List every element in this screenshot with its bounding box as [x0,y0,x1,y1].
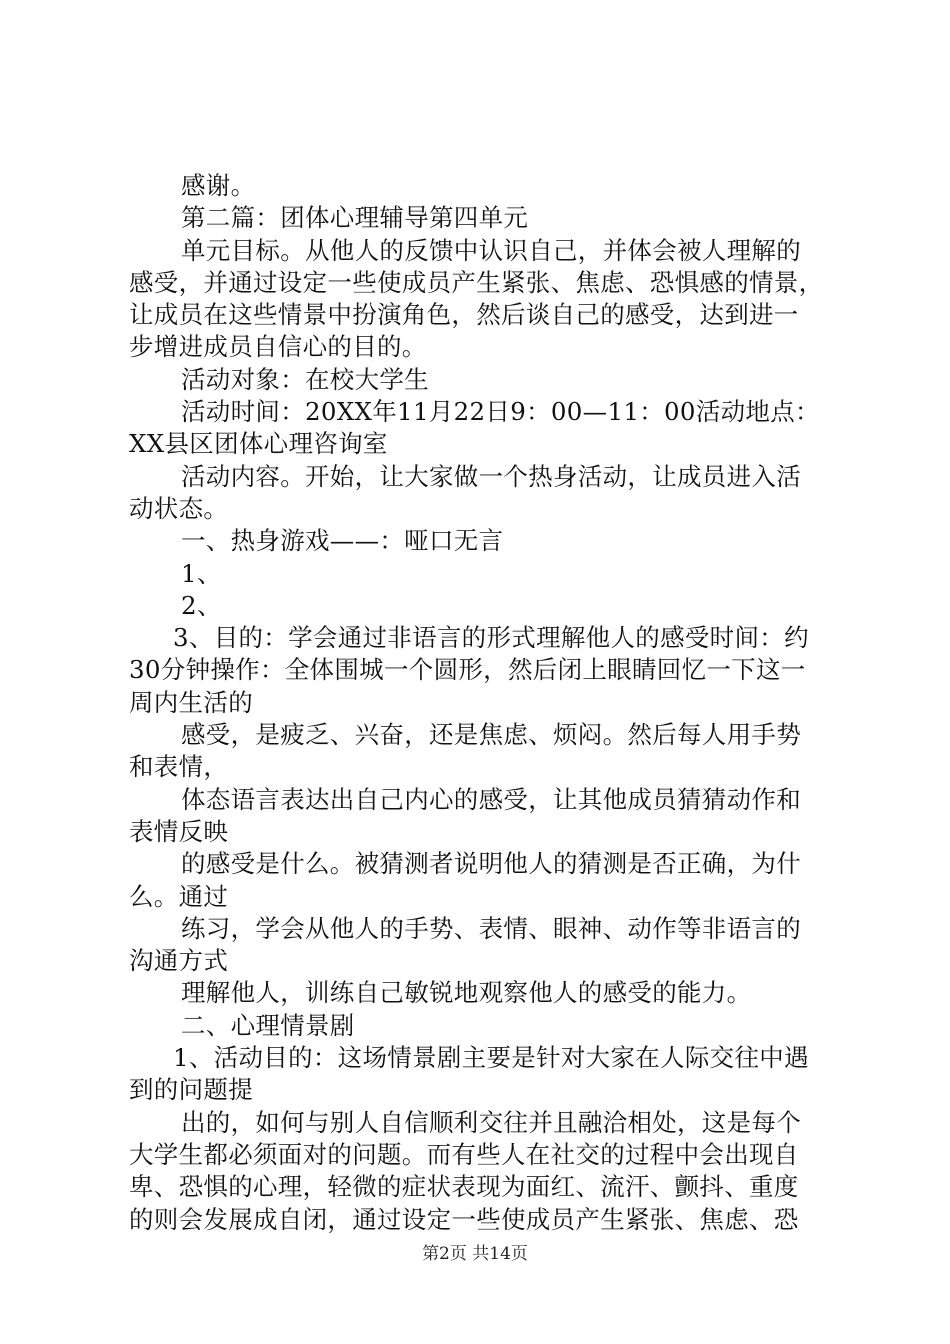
text-line: XX县区团体心理咨询室 [129,429,388,459]
text-line: 表情反映 [129,816,229,846]
text-line: 的则会发展成自闭，通过设定一些使成员产生紧张、焦虑、恐 [129,1204,799,1234]
text-line: 出的，如何与别人自信顺利交往并且融洽相处，这是每个 [181,1107,801,1137]
text-line: 一、热身游戏——：哑口无言 [181,526,504,556]
text-line: 30分钟操作：全体围城一个圆形，然后闭上眼睛回忆一下这一 [129,655,806,685]
text-line: 单元目标。从他人的反馈中认识自己，并体会被人理解的 [181,235,801,265]
text-line: 2、 [181,590,222,620]
text-line: 体态语言表达出自己内心的感受，让其他成员猜猜动作和 [181,784,801,814]
text-line: 活动对象：在校大学生 [181,364,429,394]
text-line: 第二篇：团体心理辅导第四单元 [181,203,529,233]
text-line: 活动时间：20XX年11月22日9：00—11：00活动地点： [181,397,820,427]
text-line: 到的问题提 [129,1075,253,1105]
text-line: 卑、恐惧的心理，轻微的症状表现为面红、流汗、颤抖、重度 [129,1172,799,1202]
text-line: 感谢。 [181,171,256,200]
text-line: 二、心理情景剧 [181,1010,355,1040]
text-line: 感受，并通过设定一些使成员产生紧张、焦虑、恐惧感的情景， [129,267,824,297]
text-line: 么。通过 [129,881,229,911]
document-body [129,170,835,1236]
text-line: 周内生活的 [129,687,253,717]
text-line: 1、 [181,558,222,588]
text-line: 1、活动目的：这场情景剧主要是针对大家在人际交往中遇 [173,1043,809,1073]
page-footer: 第2页 共14页 [422,1244,528,1264]
text-line: 步增进成员自信心的目的。 [129,332,427,362]
text-line: 大学生都必须面对的问题。而有些人在社交的过程中会出现自 [129,1139,799,1169]
text-line: 练习，学会从他人的手势、表情、眼神、动作等非语言的 [181,913,801,943]
text-line: 理解他人，训练自己敏锐地观察他人的感受的能力。 [181,978,752,1008]
text-line: 活动内容。开始，让大家做一个热身活动，让成员进入活 [181,461,801,491]
text-line: 沟通方式 [129,946,229,976]
text-line: 的感受是什么。被猜测者说明他人的猜测是否正确，为什 [181,849,801,879]
text-line: 让成员在这些情景中扮演角色，然后谈自己的感受，达到进一 [129,300,799,330]
text-line: 感受，是疲乏、兴奋，还是焦虑、烦闷。然后每人用手势 [181,720,801,750]
text-line: 3、目的：学会通过非语言的形式理解他人的感受时间：约 [173,623,809,653]
text-line: 动状态。 [129,493,229,523]
text-line: 和表情， [129,752,229,782]
